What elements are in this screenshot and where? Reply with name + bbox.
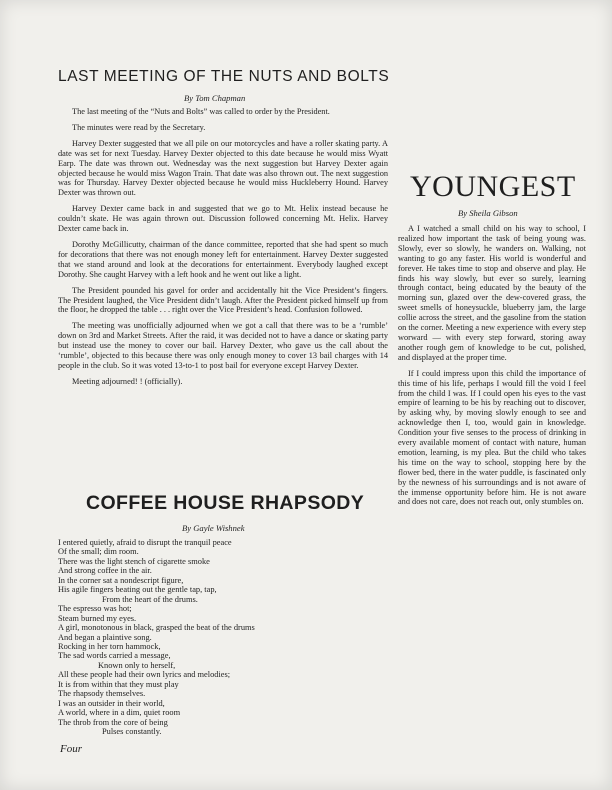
poem-title: COFFEE HOUSE RHAPSODY — [86, 492, 365, 514]
poem-byline: By Gayle Wishnek — [182, 523, 245, 533]
poem-line: And strong coffee in the air. — [58, 566, 152, 576]
poem-line: The sad words carried a message, — [58, 651, 171, 661]
poem-line: Steam burned my eyes. — [58, 613, 137, 623]
poem-line: From the heart of the drums. — [102, 594, 198, 604]
poem-line: Known only to herself, — [98, 660, 176, 670]
poem-line: The throb from the core of being — [58, 717, 168, 727]
poem-line: The rhapsody themselves. — [58, 689, 146, 699]
article-paragraph: Harvey Dexter suggested that we all pile on our motorcycles and have a roller skating party. A date was set for next Tuesday. Harvey Dexter objected to this date because he would miss Wyatt Earp. The date was thrown out. Wednesday was the next suggestion but Harvey Dexter again objected because he would miss Wagon Train. That date was also thrown out. The next suggestion was for Thursday. Harvey Dexter objected because he would miss Huckleberry Hound. Harvey Dexter was thrown out. — [58, 138, 388, 198]
poem-line: In the corner sat a nondescript figure, — [58, 575, 184, 585]
poem-body — [58, 538, 388, 737]
article-title: LAST MEETING OF THE NUTS AND BOLTS — [58, 68, 390, 85]
poem-line: Of the small; dim room. — [58, 547, 139, 557]
article-byline: By Tom Chapman — [184, 93, 246, 103]
article-paragraph: Meeting adjourned! ! (officially). — [72, 376, 183, 386]
poem-line: Rocking in her torn hammock, — [58, 641, 161, 651]
nuts-and-bolts-article — [58, 68, 388, 393]
essay-paragraph: A I watched a small child on his way to school, I realized how important the task of being young was. Slowly, ever so slowly, he wanders on. Walking, not wanting to go any faster. His world is wonderful and forever. He takes time to stop and observe and play. He finds his way slowly, but ever so surely, learning through contact, being educated by the beauty of the morning sun, glazed over the dew-covered grass, the sweet smells of honeysuckle, blueberry jam, the large collie across the street, and the gasoline from the station on the corner. Meeting a new experience with every step worward — with every step forward, storing away another rough gem of knowledge to be cut, polished, and displayed at the proper time. — [398, 224, 586, 362]
poem-line: A girl, monotonous in black, grasped the beat of the drums — [58, 623, 255, 633]
poem-line: I entered quietly, afraid to disrupt the tranquil peace — [58, 538, 232, 547]
article-paragraph: The last meeting of the “Nuts and Bolts” was called to order by the President. — [72, 107, 330, 116]
essay-paragraph: If I could impress upon this child the importance of this time of his life, perhaps I would fill the void I feel from the child I was. If I could open his eyes to the vast empire of learning to be his by reaching out to discover, by asking why, by moving slowly enough to see and acknowledge then I, too, would gain in knowledge. Condition your five senses to the process of drinking in every available moment of contact with nature, human emotion, learning, is my plea. But the child who takes his time on the way to school, stopping here by the flower bed, there in the water puddle, is fascinated only by the newness of his surroundings and is not aware of the immense opportunity before him. He is not aware and does not care, does not reach out, only stumbles on. — [398, 368, 586, 507]
article-paragraph: Harvey Dexter came back in and suggested that we go to Mt. Helix instead because he couldn’t skate. He was again thrown out. Discussion followed concerning Mt. Helix. Harvey Dexter came back in. — [58, 204, 388, 234]
poem-line: There was the light stench of cigarette smoke — [58, 556, 210, 566]
poem-line: I was an outsider in their world, — [58, 698, 165, 708]
poem-line: It is from within that they must play — [58, 679, 179, 689]
essay-byline: By Sheila Gibson — [458, 208, 518, 218]
youngest-essay — [398, 170, 586, 513]
article-paragraph: The meeting was unofficially adjourned when we got a call that there was to be a ‘rumble’ down on 3rd and Market Streets. After the raid, it was decided not to have a dance or skating party but instead use the money to cover our bail. Harvey Dexter, who gave us the call about the ‘rumble’, objected to this because there was only enough money to cover 13 bail charges with 14 people in the club. So it was voted 13-to-1 to post bail for everyone except Harvey Dexter. — [58, 321, 388, 370]
article-paragraph: Dorothy McGillicutty, chairman of the dance committee, reported that she had spent so much for decorations that there was not enough money left for entertainment. Harvey Dexter suggested that we stand around and look at the decorations for entertainment. Everybody laughed except Dorothy. She caught Harvey with a left hook and he went out like a light. — [58, 239, 388, 279]
article-paragraph: The President pounded his gavel for order and accidentally hit the Vice President’s fingers. The President laughed, the Vice President didn’t laugh. After the President picked himself up from the floor, he dropped the table . . . right over the Vice President’s head. Confusion followed. — [58, 285, 388, 315]
coffee-house-poem — [58, 492, 388, 737]
poem-line: The espresso was hot; — [58, 604, 132, 614]
essay-title: YOUNGEST — [410, 170, 576, 203]
poem-line: All these people had their own lyrics and melodies; — [58, 670, 231, 680]
poem-line: And began a plaintive song. — [58, 632, 152, 642]
page-number: Four — [60, 743, 82, 755]
poem-line: Pulses constantly. — [102, 727, 162, 737]
poem-line: His agile fingers beating out the gentle tap, tap, — [58, 585, 217, 595]
poem-line: A world, where in a dim, quiet room — [58, 708, 181, 718]
article-paragraph: The minutes were read by the Secretary. — [72, 122, 206, 132]
